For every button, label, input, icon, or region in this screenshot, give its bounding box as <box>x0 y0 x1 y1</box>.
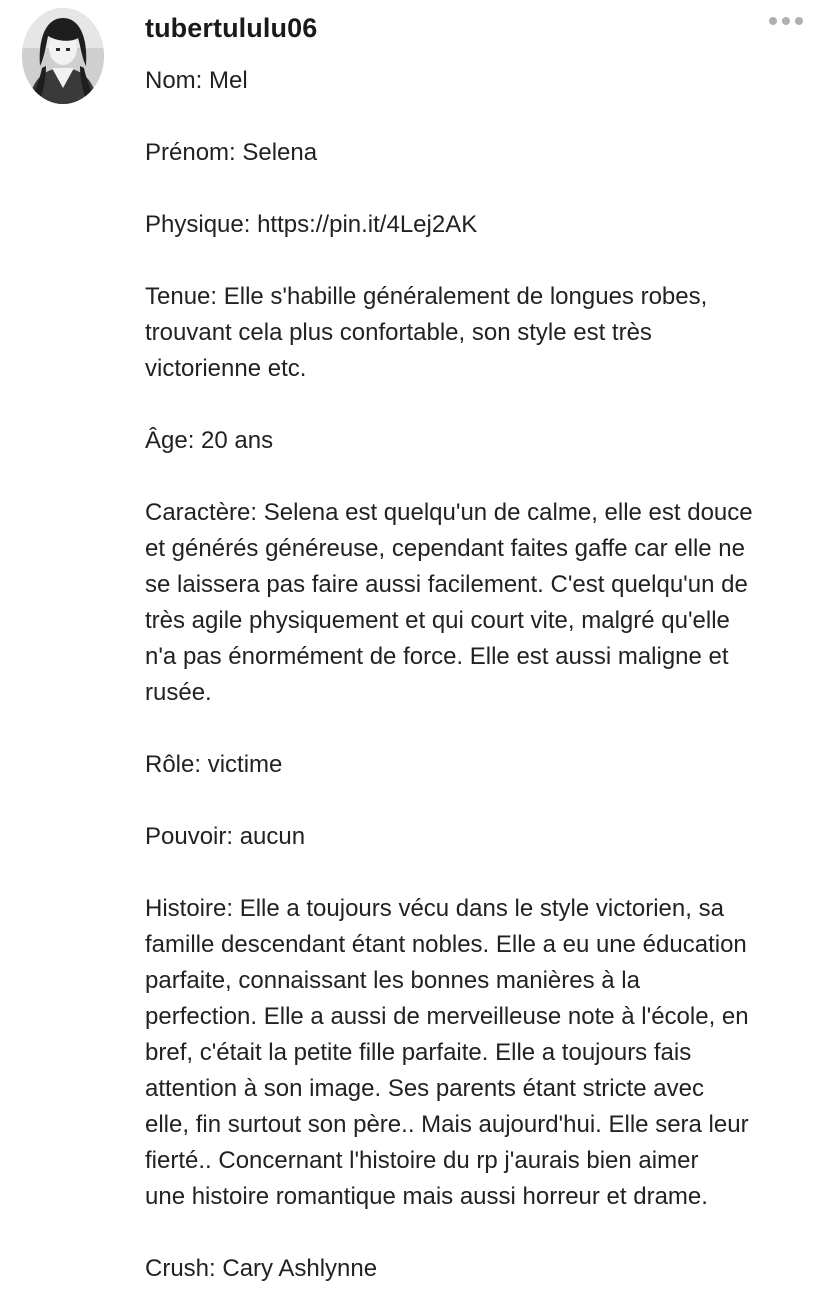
line-nom: Nom: Mel <box>145 67 248 94</box>
line-histoire: Histoire: Elle a toujours vécu dans le style victorien, sa <box>145 895 724 922</box>
line-histoire: parfaite, connaissant les bonnes manières à la <box>145 967 640 994</box>
line-histoire: une histoire romantique mais aussi horreur et drame. <box>145 1183 708 1210</box>
line-caractere: n'a pas énormément de force. Elle est aussi maligne et <box>145 643 729 670</box>
line-physique: Physique: https://pin.it/4Lej2AK <box>145 211 478 238</box>
line-histoire: bref, c'était la petite fille parfaite. Elle a toujours fais <box>145 1039 692 1066</box>
line-histoire: attention à son image. Ses parents étant stricte avec <box>145 1075 704 1102</box>
line-pouvoir: Pouvoir: aucun <box>145 823 306 850</box>
more-horizontal-icon <box>769 17 777 25</box>
line-tenue: victorienne etc. <box>145 355 307 382</box>
line-caractere: Caractère: Selena est quelqu'un de calme, elle est douce <box>145 499 753 526</box>
more-horizontal-icon-dot <box>782 17 790 25</box>
line-tenue: Tenue: Elle s'habille généralement de longues robes, <box>145 283 708 310</box>
more-options-button[interactable] <box>762 8 810 34</box>
avatar-anime-girl-icon <box>22 8 104 104</box>
post-body <box>145 63 810 1287</box>
username[interactable]: tubertululu06 <box>145 13 318 43</box>
line-crush: Crush: Cary Ashlynne <box>145 1255 378 1282</box>
line-caractere: se laissera pas faire aussi facilement. C'est quelqu'un de <box>145 571 748 598</box>
line-caractere: et générés généreuse, cependant faites gaffe car elle ne <box>145 535 745 562</box>
avatar[interactable] <box>22 8 104 104</box>
line-histoire: perfection. Elle a aussi de merveilleuse note à l'école, en <box>145 1003 749 1030</box>
line-histoire: fierté.. Concernant l'histoire du rp j'aurais bien aimer <box>145 1147 699 1174</box>
more-horizontal-icon-dot <box>795 17 803 25</box>
line-role: Rôle: victime <box>145 751 283 778</box>
line-caractere: rusée. <box>145 679 212 706</box>
line-histoire: elle, fin surtout son père.. Mais aujourd'hui. Elle sera leur <box>145 1111 749 1138</box>
line-age: Âge: 20 ans <box>145 427 274 454</box>
line-tenue: trouvant cela plus confortable, son style est très <box>145 319 652 346</box>
line-prenom: Prénom: Selena <box>145 139 318 166</box>
line-caractere: très agile physiquement et qui court vite, malgré qu'elle <box>145 607 730 634</box>
line-histoire: famille descendant étant nobles. Elle a eu une éducation <box>145 931 747 958</box>
